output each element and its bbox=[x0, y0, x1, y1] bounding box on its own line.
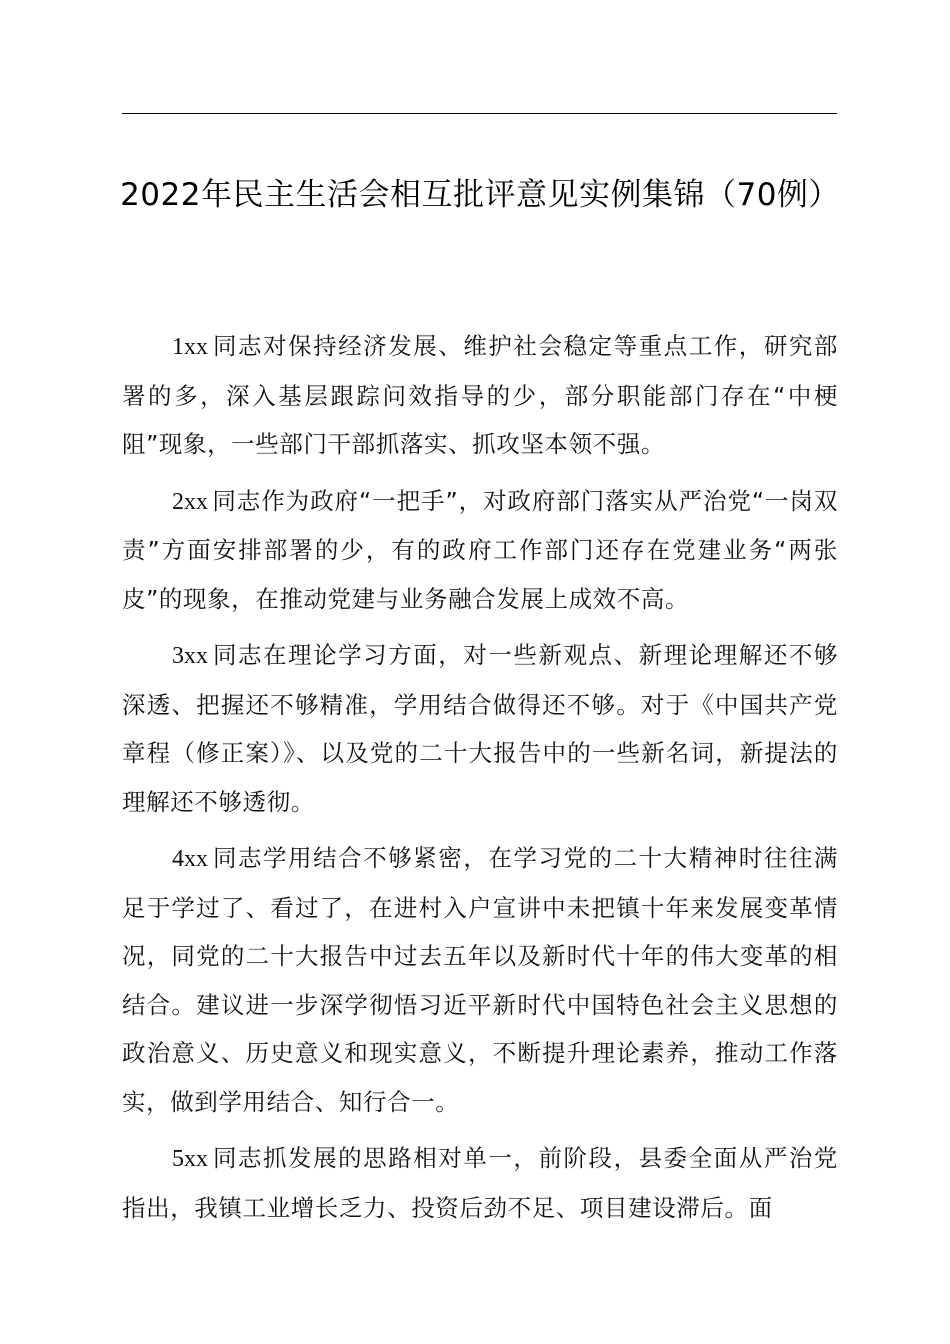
item-number: 4xx bbox=[172, 846, 208, 872]
item-number: 5xx bbox=[172, 1146, 208, 1172]
paragraph-2 bbox=[122, 477, 838, 624]
item-text: 同志对保持经济发展、维护社会稳定等重点工作，研究部署的多，深入基层跟踪问效指导的少，部分职能部门存在“中梗阻”现象，一些部门干部抓落实、抓攻坚本领不强。 bbox=[122, 332, 838, 458]
item-number: 2xx bbox=[172, 488, 208, 515]
document-title: 2022年民主生活会相互批评意见实例集锦（70例） bbox=[120, 177, 840, 213]
paragraph-4 bbox=[122, 834, 838, 1126]
paragraph-3 bbox=[122, 631, 838, 826]
item-text: 同志作为政府“一把手”，对政府部门落实从严治党“一岗双责”方面安排部署的少，有的政府工作部门还存在党建业务“两张皮”的现象，在推动党建与业务融合发展上成效不高。 bbox=[122, 486, 838, 613]
item-text: 同志在理论学习方面，对一些新观点、新理论理解还不够深透、把握还不够精准，学用结合做得还不够。对于《中国共产党章程（修正案）》、以及党的二十大报告中的一些新名词，新提法的理解还不够透彻。 bbox=[122, 641, 838, 816]
paragraph-1 bbox=[122, 322, 838, 469]
paragraph-5 bbox=[122, 1134, 838, 1232]
header-rule bbox=[122, 113, 837, 114]
document-body bbox=[122, 322, 838, 1240]
item-text: 同志抓发展的思路相对单一，前阶段，县委全面从严治党指出，我镇工业增长乏力、投资后劲不足、项目建设滞后。面 bbox=[122, 1144, 838, 1222]
item-number: 3xx bbox=[172, 643, 208, 669]
item-number: 1xx bbox=[172, 334, 208, 360]
item-text: 同志学用结合不够紧密，在学习党的二十大精神时往往满足于学过了、看过了，在进村入户宣讲中未把镇十年来发展变革情况，同党的二十大报告中过去五年以及新时代十年的伟大变革的相结合。建议进一步深学彻悟习近平新时代中国特色社会主义思想的政治意义、历史意义和现实意义，不断提升理论素养，推动工作落实，做到学用结合、知行合一。 bbox=[122, 844, 838, 1116]
